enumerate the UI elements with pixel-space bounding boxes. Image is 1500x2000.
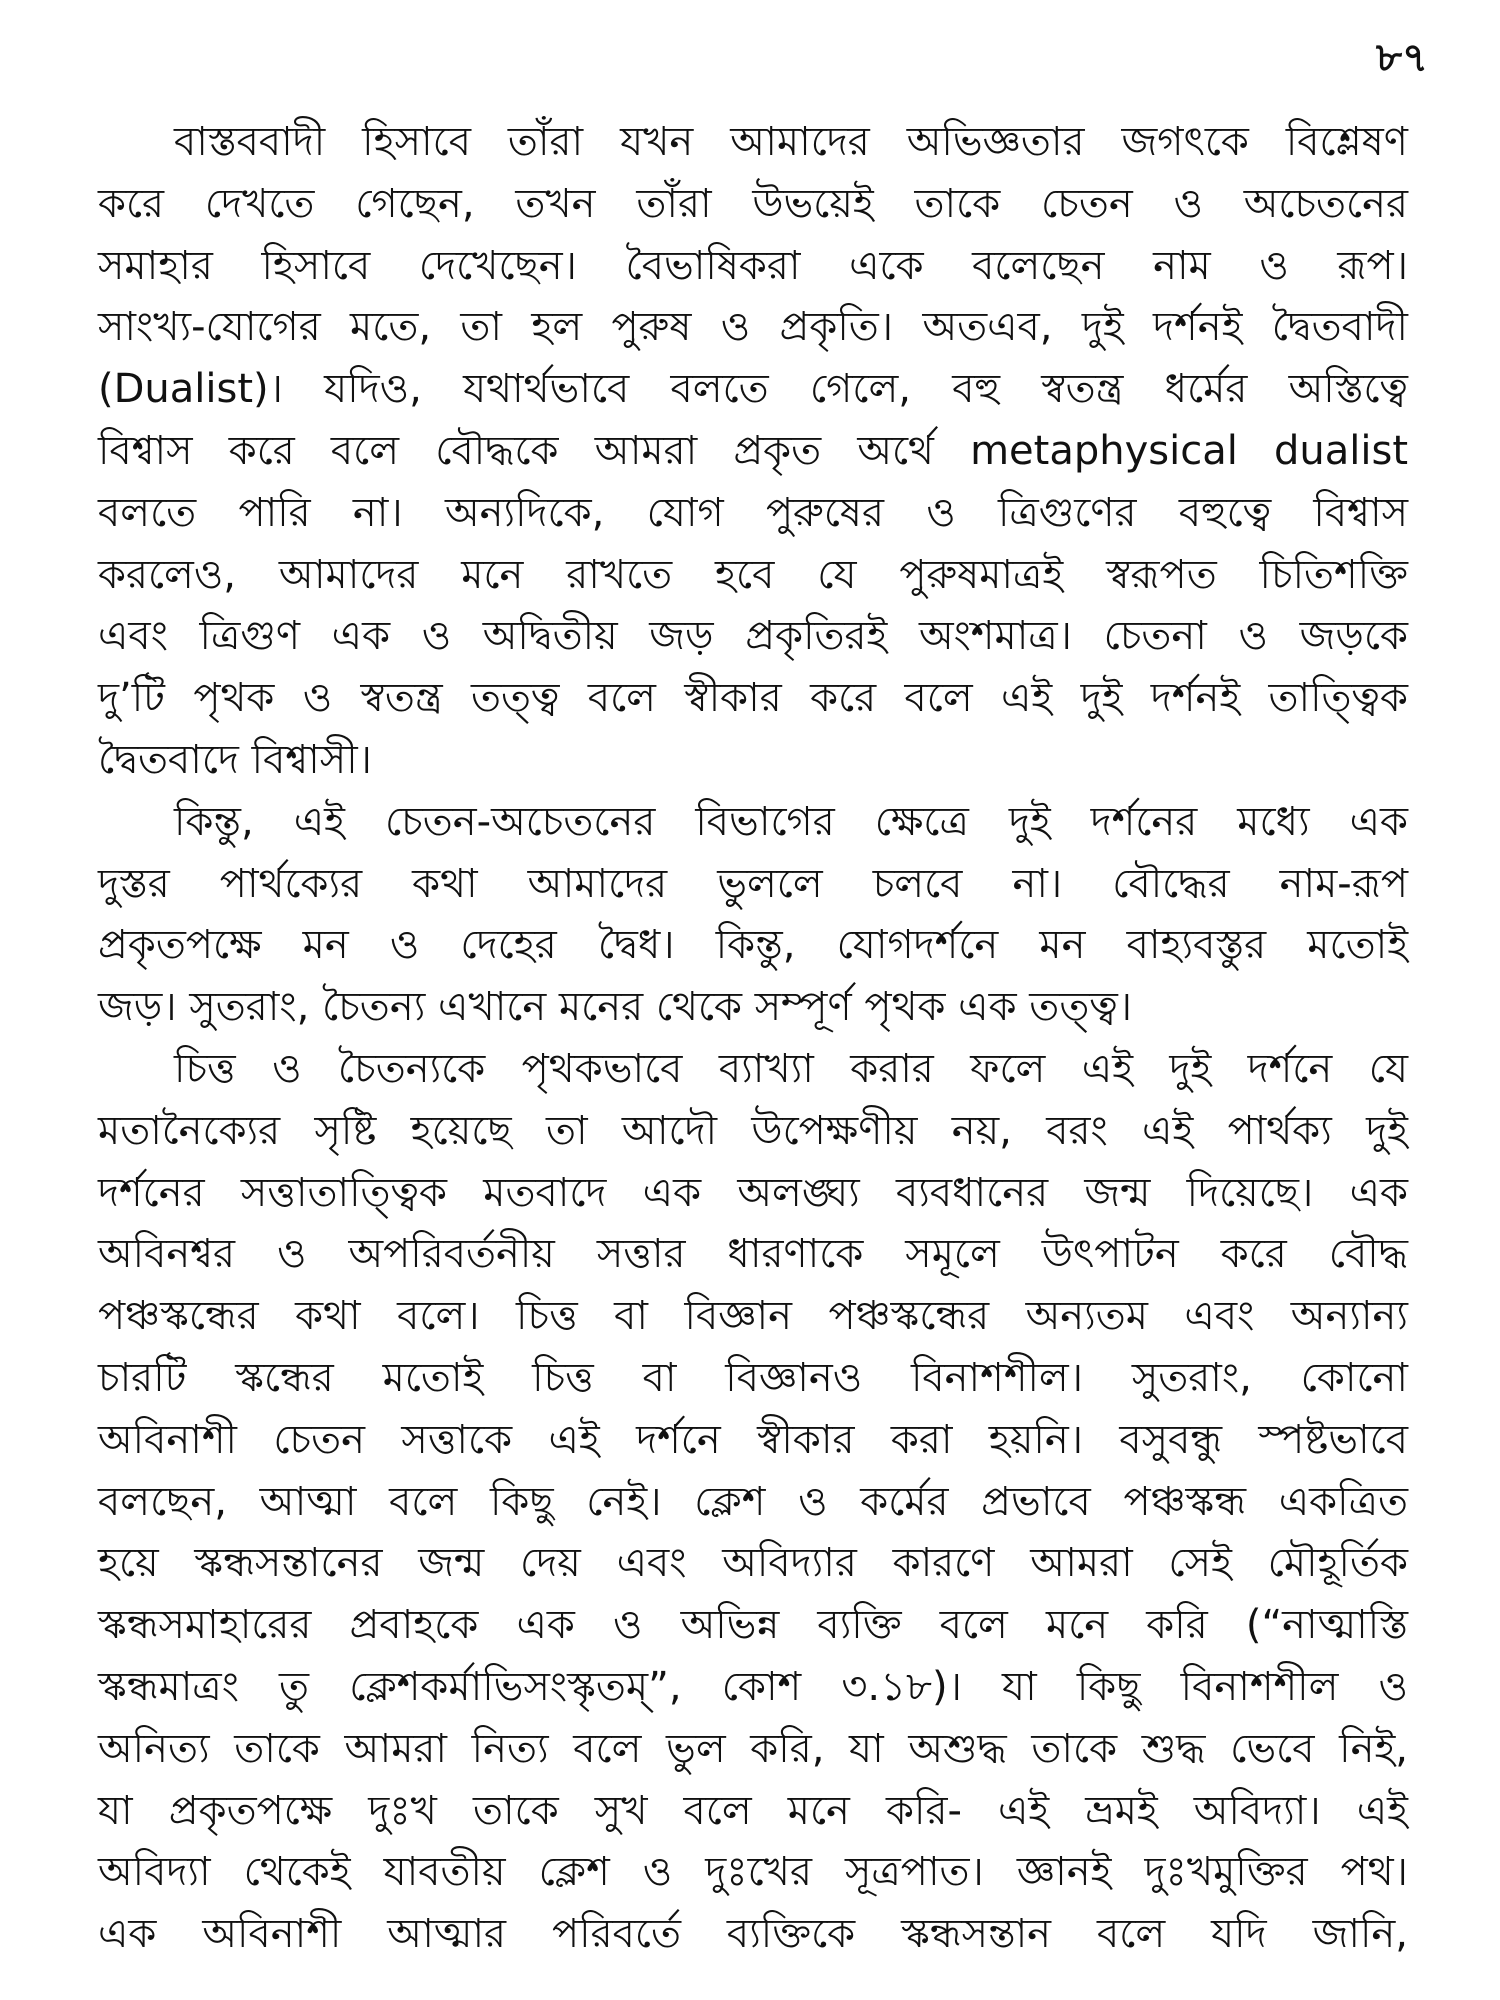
text-line: দু’টি পৃথক ও স্বতন্ত্র তত্ত্ব বলে স্বীকার করে বলে এই দুই দর্শনই তাত্ত্বিক	[98, 675, 1408, 722]
text-line: কিন্তু, এই চেতন-অচেতনের বিভাগের ক্ষেত্রে দুই দর্শনের মধ্যে এক	[174, 798, 1408, 845]
page-number: ৮৭	[1376, 35, 1428, 81]
text-line: স্কন্ধসমাহারের প্রবাহকে এক ও অভিন্ন ব্যক্তি বলে মনে করি (“নাত্মাস্তি	[98, 1602, 1408, 1649]
text-line: পঞ্চস্কন্ধের কথা বলে। চিত্ত বা বিজ্ঞান পঞ্চস্কন্ধের অন্যতম এবং অন্যান্য	[98, 1293, 1408, 1340]
text-line: স্কন্ধমাত্রং তু ক্লেশকর্মাভিসংস্কৃতম্”, কোশ ৩.১৮)। যা কিছু বিনাশশীল ও	[98, 1663, 1408, 1710]
text-line: করে দেখতে গেছেন, তখন তাঁরা উভয়েই তাকে চেতন ও অচেতনের	[98, 180, 1408, 227]
text-line: এবং ত্রিগুণ এক ও অদ্বিতীয় জড় প্রকৃতিরই অংশমাত্র। চেতনা ও জড়কে	[98, 613, 1408, 660]
text-line: জড়। সুতরাং, চৈতন্য এখানে মনের থেকে সম্পূর্ণ পৃথক এক তত্ত্ব।	[98, 984, 1133, 1031]
text-line: অবিনশ্বর ও অপরিবর্তনীয় সত্তার ধারণাকে সমূলে উৎপাটন করে বৌদ্ধ	[98, 1231, 1408, 1278]
text-line: হয়ে স্কন্ধসন্তানের জন্ম দেয় এবং অবিদ্যার কারণে আমরা সেই মৌহূর্তিক	[98, 1540, 1408, 1587]
text-line: সমাহার হিসাবে দেখেছেন। বৈভাষিকরা একে বলেছেন নাম ও রূপ।	[98, 242, 1408, 289]
text-line: করলেও, আমাদের মনে রাখতে হবে যে পুরুষমাত্রই স্বরূপত চিতিশক্তি	[98, 551, 1408, 598]
text-line: প্রকৃতপক্ষে মন ও দেহের দ্বৈধ। কিন্তু, যোগদর্শনে মন বাহ্যবস্তুর মতোই	[98, 922, 1408, 969]
text-line: দুস্তর পার্থক্যের কথা আমাদের ভুললে চলবে না। বৌদ্ধের নাম-রূপ	[98, 860, 1408, 907]
text-line: বলতে পারি না। অন্যদিকে, যোগ পুরুষের ও ত্রিগুণের বহুত্বে বিশ্বাস	[98, 489, 1408, 536]
text-line: বলছেন, আত্মা বলে কিছু নেই। ক্লেশ ও কর্মের প্রভাবে পঞ্চস্কন্ধ একত্রিত	[98, 1478, 1408, 1525]
text-line: চিত্ত ও চৈতন্যকে পৃথকভাবে ব্যাখ্যা করার ফলে এই দুই দর্শনে যে	[174, 1045, 1408, 1092]
text-line: দ্বৈতবাদে বিশ্বাসী।	[98, 736, 372, 783]
paragraph-2	[98, 792, 1408, 1039]
text-line: (Dualist)। যদিও, যথার্থভাবে বলতে গেলে, বহু স্বতন্ত্র ধর্মের অস্তিত্বে	[98, 366, 1408, 413]
text-line: দর্শনের সত্তাতাত্ত্বিক মতবাদে এক অলঙ্ঘ্য ব্যবধানের জন্ম দিয়েছে। এক	[98, 1169, 1408, 1216]
text-line: এক অবিনাশী আত্মার পরিবর্তে ব্যক্তিকে স্কন্ধসন্তান বলে যদি জানি,	[98, 1911, 1408, 1958]
paragraph-3	[98, 1039, 1408, 1966]
paragraph-1	[98, 112, 1408, 792]
text-line: মতানৈক্যের সৃষ্টি হয়েছে তা আদৌ উপেক্ষণীয় নয়, বরং এই পার্থক্য দুই	[98, 1107, 1408, 1154]
text-line: বিশ্বাস করে বলে বৌদ্ধকে আমরা প্রকৃত অর্থে metaphysical dualist	[98, 427, 1408, 474]
text-line: চারটি স্কন্ধের মতোই চিত্ত বা বিজ্ঞানও বিনাশশীল। সুতরাং, কোনো	[98, 1354, 1408, 1401]
text-line: সাংখ্য-যোগের মতে, তা হল পুরুষ ও প্রকৃতি। অতএব, দুই দর্শনই দ্বৈতবাদী	[98, 304, 1408, 351]
text-line: অবিনাশী চেতন সত্তাকে এই দর্শনে স্বীকার করা হয়নি। বসুবন্ধু স্পষ্টভাবে	[98, 1416, 1408, 1463]
body-text	[98, 112, 1408, 1966]
text-line: যা প্রকৃতপক্ষে দুঃখ তাকে সুখ বলে মনে করি- এই ভ্রমই অবিদ্যা। এই	[98, 1787, 1408, 1834]
text-line: বাস্তববাদী হিসাবে তাঁরা যখন আমাদের অভিজ্ঞতার জগৎকে বিশ্লেষণ	[174, 119, 1408, 165]
text-line: অবিদ্যা থেকেই যাবতীয় ক্লেশ ও দুঃখের সূত্রপাত। জ্ঞানই দুঃখমুক্তির পথ।	[98, 1849, 1408, 1896]
text-line: অনিত্য তাকে আমরা নিত্য বলে ভুল করি, যা অশুদ্ধ তাকে শুদ্ধ ভেবে নিই,	[98, 1725, 1408, 1772]
